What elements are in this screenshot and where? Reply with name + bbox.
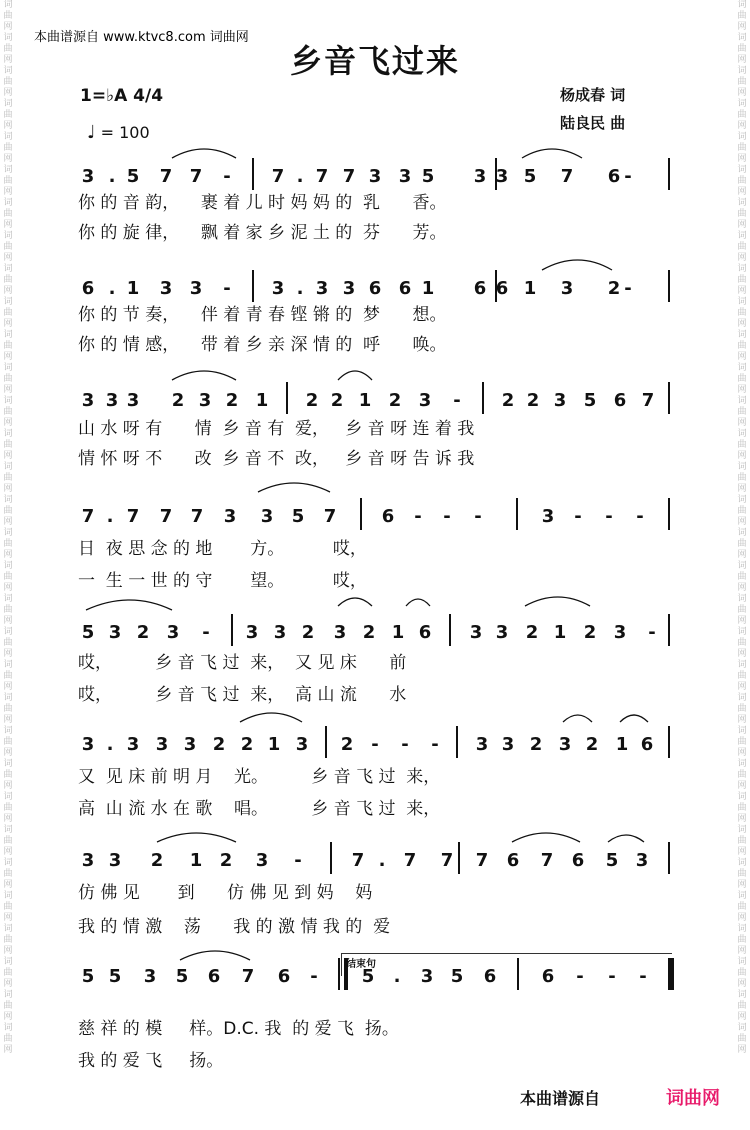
note: 7 bbox=[440, 850, 454, 871]
bar-line bbox=[286, 382, 288, 414]
note: 2 bbox=[301, 622, 315, 643]
bar-line bbox=[449, 614, 451, 646]
bar-line bbox=[495, 270, 497, 302]
note: 1 bbox=[358, 390, 372, 411]
note: 6 bbox=[541, 966, 555, 987]
score-line bbox=[0, 832, 750, 880]
hold-dash: - bbox=[574, 506, 582, 527]
note: 3 bbox=[223, 506, 237, 527]
note: 2 bbox=[171, 390, 185, 411]
note: 7 bbox=[81, 506, 95, 527]
note: 5 bbox=[175, 966, 189, 987]
hold-dash: - bbox=[639, 966, 647, 987]
note: 3 bbox=[315, 278, 329, 299]
hold-dash: - bbox=[371, 734, 379, 755]
note: 1 bbox=[615, 734, 629, 755]
bar-line bbox=[495, 158, 497, 190]
note: 5 bbox=[81, 966, 95, 987]
note: 6 bbox=[640, 734, 654, 755]
lyric-line: 一 生 一 世 的 守 望。 哎， bbox=[78, 571, 367, 591]
bar-line bbox=[330, 842, 332, 874]
key-signature: 1=♭A 4/4 bbox=[80, 86, 164, 106]
footer-source-label: 本曲谱源自 bbox=[520, 1089, 601, 1108]
ending-label: 结束句 bbox=[346, 959, 376, 970]
lyric-line: 哎， 乡 音 飞 过 来， 又 见 床 前 bbox=[78, 653, 407, 673]
hold-dash: - bbox=[202, 622, 210, 643]
dot-mark: . bbox=[296, 166, 304, 187]
note: 7 bbox=[641, 390, 655, 411]
score-line bbox=[0, 488, 750, 536]
watermark-right: 词曲网词曲网词曲网词曲网词曲网词曲网词曲网词曲网词曲网词曲网词曲网词曲网词曲网词曲网词曲网词曲网词曲网词曲网词曲网词曲网词曲网词曲网词曲网词曲网词曲网词曲网词曲网词曲网词曲网词曲网词曲网词曲网 bbox=[737, 0, 747, 1055]
hold-dash: - bbox=[223, 278, 231, 299]
note: 2 bbox=[240, 734, 254, 755]
note: 3 bbox=[418, 390, 432, 411]
note: 6 bbox=[398, 278, 412, 299]
note: 5 bbox=[421, 166, 435, 187]
note: 3 bbox=[495, 622, 509, 643]
header-source-text: 本曲谱源自 www.ktvc8.com 词曲网 bbox=[34, 30, 249, 45]
note: 3 bbox=[342, 278, 356, 299]
note: 7 bbox=[475, 850, 489, 871]
lyric-line: 我 的 情 激 荡 我 的 激 情 我 的 爱 bbox=[78, 917, 391, 937]
lyric-line: 山 水 呀 有 情 乡 音 有 爱， 乡 音 呀 连 着 我 bbox=[78, 419, 475, 439]
note: 3 bbox=[108, 850, 122, 871]
dot-mark: . bbox=[378, 850, 386, 871]
note: 1 bbox=[255, 390, 269, 411]
bar-line bbox=[668, 498, 670, 530]
note: 5 bbox=[291, 506, 305, 527]
lyric-line: 你 的 节 奏， 伴 着 青 春 铿 锵 的 梦 想。 bbox=[78, 305, 447, 325]
bar-line bbox=[668, 270, 670, 302]
lyric-line: 情 怀 呀 不 改 乡 音 不 改， 乡 音 呀 告 诉 我 bbox=[78, 449, 475, 469]
note: 5 bbox=[583, 390, 597, 411]
hold-dash: - bbox=[648, 622, 656, 643]
note: 5 bbox=[81, 622, 95, 643]
lyric-line: 你 的 音 韵， 裹 着 儿 时 妈 妈 的 乳 香。 bbox=[78, 193, 447, 213]
note: 3 bbox=[189, 278, 203, 299]
bar-line bbox=[325, 726, 327, 758]
lyric-line: 日 夜 思 念 的 地 方。 哎， bbox=[78, 539, 367, 559]
bar-line bbox=[458, 842, 460, 874]
note: 6 bbox=[506, 850, 520, 871]
hold-dash: - bbox=[605, 506, 613, 527]
lyric-line: 你 的 旋 律， 飘 着 家 乡 泥 土 的 芬 芳。 bbox=[78, 223, 447, 243]
bar-line bbox=[338, 958, 340, 990]
dot-mark: . bbox=[106, 734, 114, 755]
ending-bracket bbox=[341, 953, 672, 976]
note: 3 bbox=[420, 966, 434, 987]
note: 5 bbox=[450, 966, 464, 987]
note: 3 bbox=[81, 390, 95, 411]
note: 3 bbox=[398, 166, 412, 187]
note: 3 bbox=[81, 734, 95, 755]
note: 3 bbox=[143, 966, 157, 987]
lyric-line: 高 山 流 水 在 歌 唱。 乡 音 飞 过 来， bbox=[78, 799, 441, 819]
note: 3 bbox=[501, 734, 515, 755]
note: 2 bbox=[150, 850, 164, 871]
hold-dash: - bbox=[401, 734, 409, 755]
hold-dash: - bbox=[431, 734, 439, 755]
tempo-value: = 100 bbox=[100, 123, 150, 142]
bar-line bbox=[668, 158, 670, 190]
note: 3 bbox=[271, 278, 285, 299]
note: 3 bbox=[273, 622, 287, 643]
dot-mark: . bbox=[106, 506, 114, 527]
bar-line bbox=[668, 614, 670, 646]
note: 3 bbox=[541, 506, 555, 527]
note: 2 bbox=[362, 622, 376, 643]
note: 7 bbox=[342, 166, 356, 187]
note: 1 bbox=[189, 850, 203, 871]
hold-dash: - bbox=[576, 966, 584, 987]
bar-line bbox=[252, 270, 254, 302]
note: 3 bbox=[126, 390, 140, 411]
note: 6 bbox=[495, 278, 509, 299]
quarter-note-icon: ♩ bbox=[87, 122, 96, 143]
note: 3 bbox=[558, 734, 572, 755]
note: 6 bbox=[418, 622, 432, 643]
note: 2 bbox=[212, 734, 226, 755]
hold-dash: - bbox=[294, 850, 302, 871]
dot-mark: . bbox=[108, 278, 116, 299]
note: 7 bbox=[351, 850, 365, 871]
hold-dash: - bbox=[223, 166, 231, 187]
note: 2 bbox=[330, 390, 344, 411]
note: 3 bbox=[260, 506, 274, 527]
note: 6 bbox=[483, 966, 497, 987]
note: 5 bbox=[523, 166, 537, 187]
footer-site-name: 词曲网 bbox=[666, 1088, 720, 1109]
hold-dash: - bbox=[414, 506, 422, 527]
note: 3 bbox=[108, 622, 122, 643]
note: 6 bbox=[613, 390, 627, 411]
note: 2 bbox=[225, 390, 239, 411]
note: 6 bbox=[207, 966, 221, 987]
tempo-marking bbox=[87, 122, 150, 143]
note: 5 bbox=[126, 166, 140, 187]
note: 3 bbox=[245, 622, 259, 643]
note: 3 bbox=[81, 166, 95, 187]
note: 5 bbox=[108, 966, 122, 987]
dot-mark: . bbox=[108, 166, 116, 187]
score-line bbox=[0, 716, 750, 764]
note: 6 bbox=[81, 278, 95, 299]
lyric-line: 仿 佛 见 到 仿 佛 见 到 妈 妈 bbox=[78, 883, 373, 903]
note: 3 bbox=[333, 622, 347, 643]
lyric-line: 我 的 爱 飞 扬。 bbox=[78, 1051, 224, 1071]
note: 5 bbox=[605, 850, 619, 871]
bar-line bbox=[231, 614, 233, 646]
note: 3 bbox=[495, 166, 509, 187]
lyric-line: 慈 祥 的 模 样。D.C. 我 的 爱 飞 扬。 bbox=[78, 1019, 399, 1039]
note: 7 bbox=[241, 966, 255, 987]
score-line bbox=[0, 372, 750, 420]
note: 3 bbox=[166, 622, 180, 643]
note: 5 bbox=[361, 966, 375, 987]
note: 2 bbox=[219, 850, 233, 871]
note: 2 bbox=[583, 622, 597, 643]
note: 1 bbox=[553, 622, 567, 643]
note: 7 bbox=[403, 850, 417, 871]
dot-mark: . bbox=[296, 278, 304, 299]
bar-line bbox=[668, 726, 670, 758]
note: 3 bbox=[81, 850, 95, 871]
hold-dash: - bbox=[453, 390, 461, 411]
note: 7 bbox=[540, 850, 554, 871]
note: 7 bbox=[159, 166, 173, 187]
note: 1 bbox=[267, 734, 281, 755]
note: 3 bbox=[560, 278, 574, 299]
hold-dash: - bbox=[636, 506, 644, 527]
bar-line bbox=[360, 498, 362, 530]
note: 3 bbox=[295, 734, 309, 755]
bar-line bbox=[668, 842, 670, 874]
bar-line bbox=[482, 382, 484, 414]
note: 3 bbox=[473, 166, 487, 187]
lyric-line: 你 的 情 感， 带 着 乡 亲 深 情 的 呼 唤。 bbox=[78, 335, 447, 355]
note: 3 bbox=[635, 850, 649, 871]
note: 3 bbox=[475, 734, 489, 755]
note: 6 bbox=[571, 850, 585, 871]
note: 3 bbox=[368, 166, 382, 187]
hold-dash: - bbox=[608, 966, 616, 987]
note: 7 bbox=[159, 506, 173, 527]
note: 6 bbox=[381, 506, 395, 527]
note: 3 bbox=[613, 622, 627, 643]
note: 2 bbox=[136, 622, 150, 643]
note: 6 bbox=[277, 966, 291, 987]
note: 3 bbox=[553, 390, 567, 411]
note: 3 bbox=[183, 734, 197, 755]
bar-line bbox=[456, 726, 458, 758]
note: 1 bbox=[126, 278, 140, 299]
note: 2 bbox=[501, 390, 515, 411]
watermark-left: 词曲网词曲网词曲网词曲网词曲网词曲网词曲网词曲网词曲网词曲网词曲网词曲网词曲网词曲网词曲网词曲网词曲网词曲网词曲网词曲网词曲网词曲网词曲网词曲网词曲网词曲网词曲网词曲网词曲网词曲网词曲网词曲网 bbox=[3, 0, 13, 1055]
note: 7 bbox=[323, 506, 337, 527]
note: 6 bbox=[368, 278, 382, 299]
dot-mark: . bbox=[393, 966, 401, 987]
note: 3 bbox=[126, 734, 140, 755]
note: 6 bbox=[473, 278, 487, 299]
lyricist-credit: 杨成春 词 bbox=[560, 86, 626, 104]
song-title: 乡音飞过来 bbox=[289, 42, 460, 80]
note: 3 bbox=[159, 278, 173, 299]
note: 7 bbox=[560, 166, 574, 187]
composer-credit: 陆良民 曲 bbox=[560, 114, 626, 132]
note: 3 bbox=[105, 390, 119, 411]
note: 1 bbox=[523, 278, 537, 299]
note: 6 bbox=[607, 166, 621, 187]
note: 7 bbox=[189, 166, 203, 187]
note: 2 bbox=[526, 390, 540, 411]
hold-dash: - bbox=[624, 278, 632, 299]
note: 3 bbox=[469, 622, 483, 643]
note: 1 bbox=[391, 622, 405, 643]
note: 2 bbox=[585, 734, 599, 755]
note: 2 bbox=[607, 278, 621, 299]
note: 7 bbox=[315, 166, 329, 187]
note: 3 bbox=[198, 390, 212, 411]
note: 2 bbox=[529, 734, 543, 755]
note: 2 bbox=[340, 734, 354, 755]
note: 3 bbox=[155, 734, 169, 755]
bar-line bbox=[252, 158, 254, 190]
lyric-line: 哎， 乡 音 飞 过 来， 高 山 流 水 bbox=[78, 685, 407, 705]
bar-line bbox=[668, 382, 670, 414]
note: 7 bbox=[271, 166, 285, 187]
note: 7 bbox=[190, 506, 204, 527]
note: 7 bbox=[126, 506, 140, 527]
score-line bbox=[0, 604, 750, 652]
hold-dash: - bbox=[624, 166, 632, 187]
note: 3 bbox=[255, 850, 269, 871]
bar-line bbox=[516, 498, 518, 530]
hold-dash: - bbox=[443, 506, 451, 527]
note: 2 bbox=[305, 390, 319, 411]
hold-dash: - bbox=[310, 966, 318, 987]
note: 2 bbox=[388, 390, 402, 411]
lyric-line: 又 见 床 前 明 月 光。 乡 音 飞 过 来， bbox=[78, 767, 441, 787]
note: 2 bbox=[525, 622, 539, 643]
hold-dash: - bbox=[474, 506, 482, 527]
note: 1 bbox=[421, 278, 435, 299]
